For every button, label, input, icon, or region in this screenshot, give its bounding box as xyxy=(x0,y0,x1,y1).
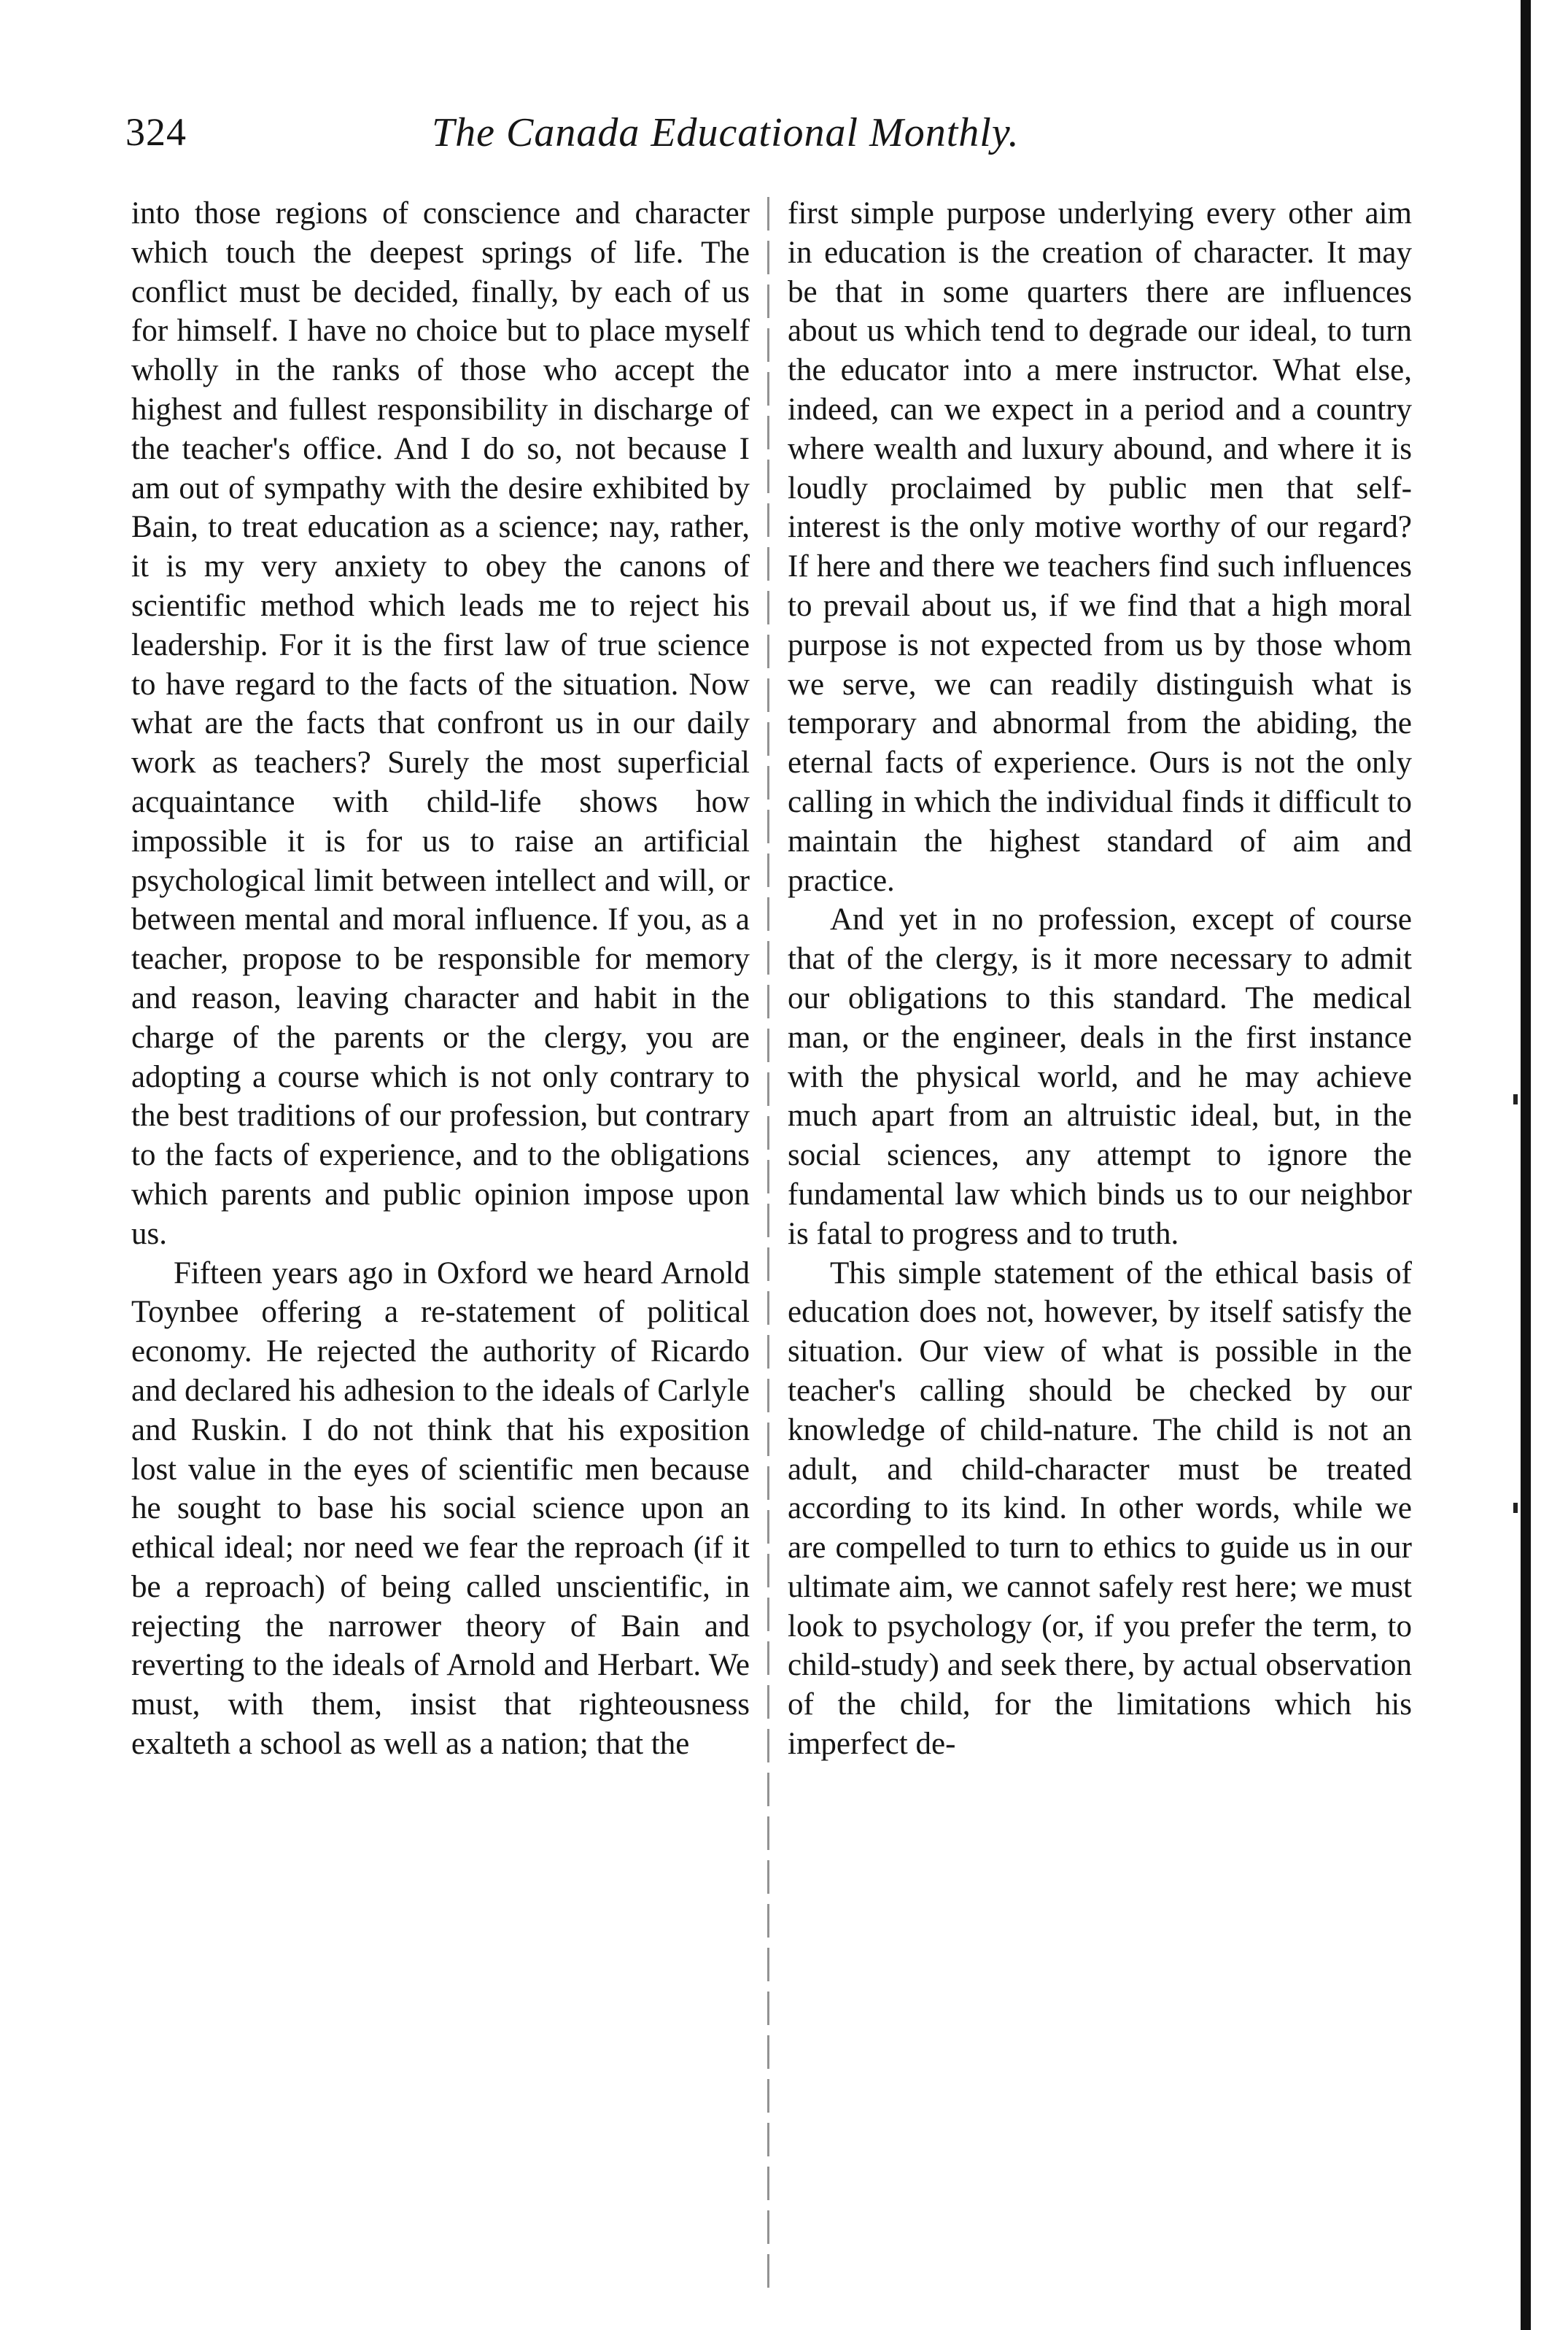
right-column xyxy=(788,194,1412,1764)
paragraph: This simple statement of the ethical basis of education does not, however, by itself satisfy the situation. Our view of what is possible in the teacher's calling should be checked by our knowledge of child-nature. The child is not an adult, and child-character must be treated according to its kind. In other words, while we are compelled to turn to ethics to guide us in our ultimate aim, we cannot safely rest here; we must look to psychology (or, if you prefer the term, to child-study) and seek there, by actual observation of the child, for the limitations which his imperfect de- xyxy=(788,1255,1412,1762)
scan-edge-bar xyxy=(1521,0,1531,2330)
running-title: The Canada Educational Monthly. xyxy=(432,110,1020,155)
paragraph: into those regions of conscience and character which touch the deepest springs of life. The conflict must be decided, finally, by each of us for himself. I have no choice but to place myself wholly in the ranks of those who accept the highest and fullest responsibility in discharge of the teacher's office. And I do so, not because I am out of sympathy with the desire exhibited by Bain, to treat education as a science; nay, rather, it is my very anxiety to obey the canons of scientific method which leads me to reject his leadership. For it is the first law of true science to have regard to the facts of the situation. Now what are the facts that confront us in our daily work as teachers? Surely the most superficial acquaintance with child-life shows how impossible it is for us to raise an artificial psychological limit between intellect and will, or between mental and moral influence. If you, as a teacher, propose to be responsible for memory and reason, leaving character and habit in the charge of the parents or the clergy, you are adopting a course which is not only contrary to the best traditions of our profession, but contrary to the facts of experience, and to the obligations which parents and public opinion impose upon us. xyxy=(131,196,750,1251)
scan-edge-mark xyxy=(1513,1094,1518,1104)
page-number: 324 xyxy=(125,110,187,154)
paragraph: Fifteen years ago in Oxford we heard Arnold Toynbee offering a re-statement of political economy. He rejected the authority of Ricardo and declared his adhesion to the ideals of Carlyle and Ruskin. I do not think that his exposition lost value in the eyes of scientific men because he sought to base his social science upon an ethical ideal; nor need we fear the reproach (if it be a reproach) of being called unscientific, in rejecting the narrower theory of Bain and reverting to the ideals of Arnold and Herbart. We must, with them, insist that righteousness exalteth a school as well as a nation; that the xyxy=(131,1255,750,1762)
left-column xyxy=(131,194,750,1764)
paragraph: first simple purpose underlying every other aim in education is the creation of character. It may be that in some quarters there are influences about us which tend to degrade our ideal, to turn the educator into a mere instructor. What else, indeed, can we expect in a period and a country where wealth and luxury abound, and where it is loudly proclaimed by public men that self-interest is the only motive worthy of our regard? If here and there we teachers find such influences to prevail about us, if we find that a high moral purpose is not expected from us by those whom we serve, we can readily distinguish what is temporary and abnormal from the abiding, the eternal facts of experience. Ours is not the only calling in which the individual finds it difficult to maintain the highest standard of aim and practice. xyxy=(788,196,1412,898)
scan-edge-mark xyxy=(1513,1503,1518,1513)
column-divider xyxy=(767,197,769,2298)
page-header xyxy=(125,109,1132,160)
paragraph: And yet in no profession, except of course that of the clergy, is it more necessary to admit our obligations to this standard. The medical man, or the engineer, deals in the first instance with the physical world, and he may achieve much apart from an altruistic ideal, but, in the social sciences, any attempt to ignore the fundamental law which binds us to our neighbor is fatal to progress and to truth. xyxy=(788,902,1412,1251)
